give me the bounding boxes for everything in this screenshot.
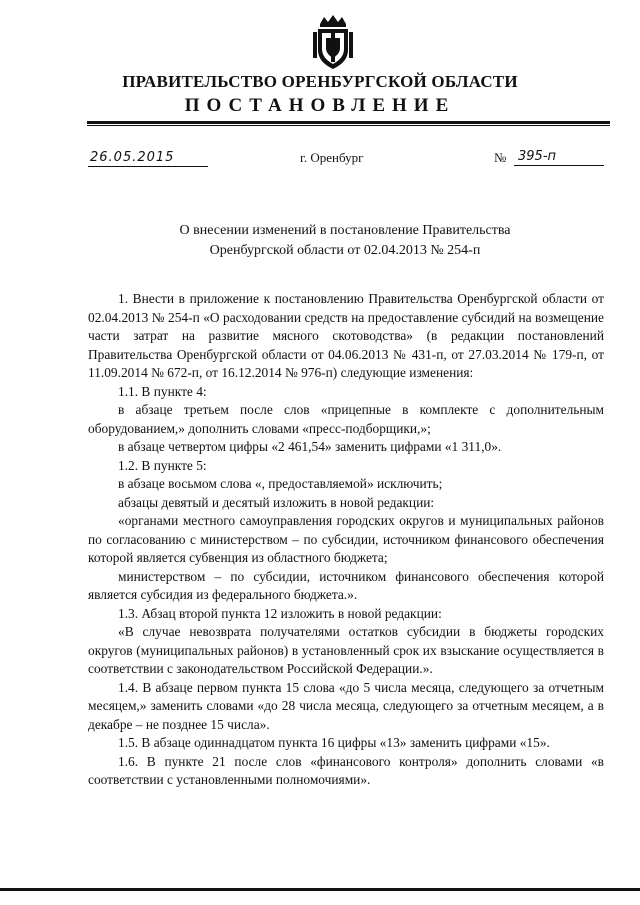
paragraph: в абзаце четвертом цифры «2 461,54» заменить цифрами «1 311,0».: [118, 439, 502, 454]
document-body: [88, 290, 604, 790]
paragraph: 1.6. В пункте 21 после слов «финансового контроля» дополнить словами «в соответствии с установленными полномочиями».: [88, 753, 604, 787]
paragraph: в абзаце третьем после слов «прицепные в комплекте с дополнительным оборудованием,» дополнить словами «пресс-подборщики,»;: [88, 402, 604, 436]
document-date: 26.05.2015: [88, 150, 208, 167]
paragraph: абзацы девятый и десятый изложить в новой редакции:: [118, 494, 435, 510]
document-city: г. Оренбург: [300, 150, 364, 165]
paragraph: 1.3. Абзац второй пункта 12 изложить в новой редакции:: [118, 605, 442, 621]
coat-of-arms-icon: [310, 14, 356, 72]
header-rule-thick: [87, 121, 610, 124]
number-sign: №: [494, 150, 507, 165]
document-subject: [120, 221, 570, 261]
paragraph: 1.2. В пункте 5:: [118, 457, 207, 473]
paragraph: 1.4. В абзаце первом пункта 15 слова «до 5 числа месяца, следующего за отчетным месяцем,» заменить словами «до 28 числа месяца, следующего за отчетным месяцем, а в декабре – не позднее 15 числа».: [88, 679, 604, 732]
subject-line-1: О внесении изменений в постановление Правительства: [179, 223, 511, 238]
footer-rule: [0, 888, 640, 891]
organization-title: ПРАВИТЕЛЬСТВО ОРЕНБУРГСКОЙ ОБЛАСТИ: [122, 72, 518, 91]
paragraph: 1.1. В пункте 4:: [118, 383, 207, 399]
paragraph: в абзаце восьмом слова «, предоставляемой» исключить;: [118, 476, 443, 491]
paragraph: министерством – по субсидии, источником финансового обеспечения которой является субсидия из федерального бюджета.».: [88, 568, 604, 602]
subject-line-2: Оренбургской области от 02.04.2013 № 254-п: [209, 243, 481, 258]
document-type: ПОСТАНОВЛЕНИЕ: [184, 95, 456, 116]
document-number: 395-п: [514, 149, 604, 166]
paragraph: «В случае невозврата получателями остатков субсидии в бюджеты городских округов (муниципальных районов) в установленный срок их взыскание осуществляется в соответствии с законодательством Российской Федерации.».: [88, 624, 604, 676]
paragraph: 1. Внести в приложение к постановлению Правительства Оренбургской области от 02.04.2013 № 254-п «О расходовании средств на предоставление субсидий на возмещение части затрат на развитие мясного скотоводства» (в редакции постановлений Правительства Оренбургской области от 04.06.2013 № 431-п, от 27.03.2014 № 179-п, от 11.09.2014 № 672-п, от 16.12.2014 № 976-п) следующие изменения:: [88, 291, 604, 380]
header-rule-thin: [87, 125, 610, 126]
paragraph: 1.5. В абзаце одиннадцатом пункта 16 цифры «13» заменить цифрами «15».: [118, 735, 550, 750]
paragraph: «органами местного самоуправления городских округов и муниципальных районов по согласованию с министерством – по субсидии, источником финансового обеспечения которой является субвенция из областного бюджета;: [88, 513, 604, 565]
